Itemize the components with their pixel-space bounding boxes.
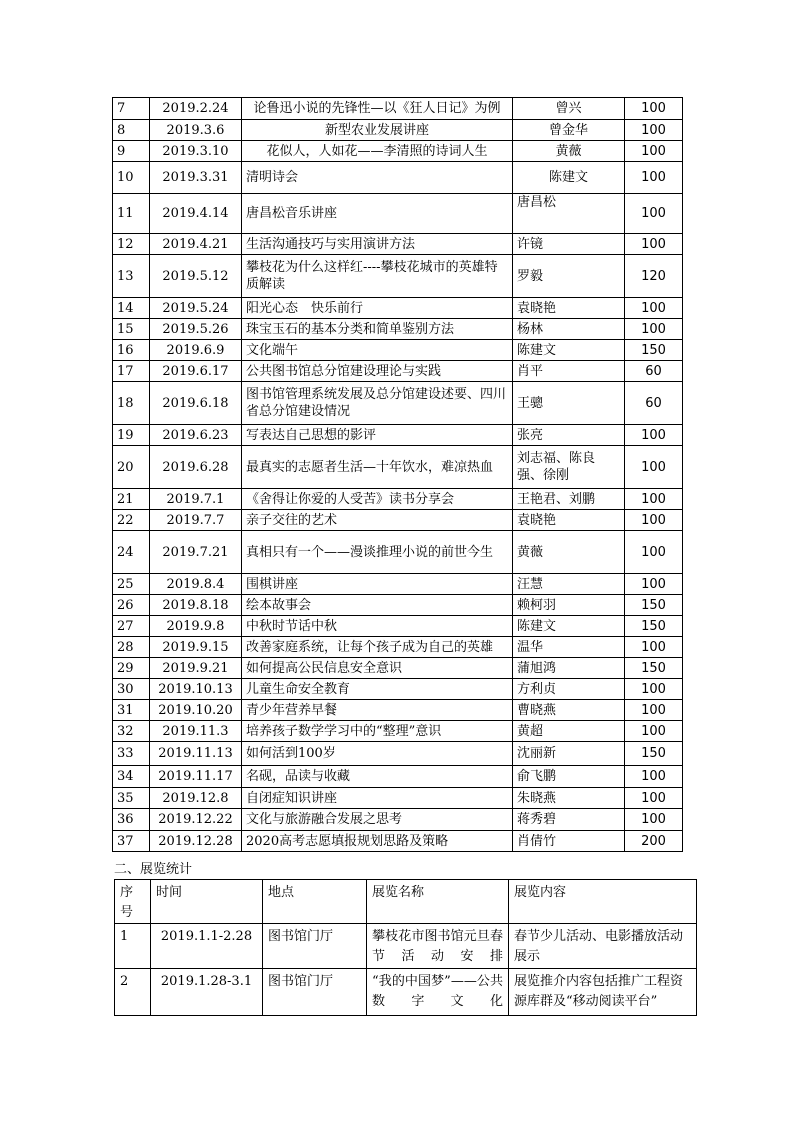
table-row (113, 234, 683, 255)
lecture-speaker: 朱晓燕 (513, 788, 625, 809)
lecture-title: 儿童生命安全教育 (242, 679, 513, 700)
table-row (113, 510, 683, 531)
attendance-count: 100 (625, 574, 683, 595)
lecture-title: 青少年营养早餐 (242, 700, 513, 721)
lecture-title: 论鲁迅小说的先锋性—以《狂人日记》为例 (242, 98, 513, 120)
header-place: 地点 (263, 880, 367, 924)
lecture-speaker: 陈建文 (513, 162, 625, 194)
table-row (113, 809, 683, 831)
lecture-speaker: 温华 (513, 637, 625, 658)
lecture-date: 2019.12.8 (150, 788, 242, 809)
table-row (113, 721, 683, 742)
table-row (113, 831, 683, 852)
row-number: 21 (113, 489, 150, 510)
row-number: 2 (115, 969, 151, 1016)
row-number: 24 (113, 531, 150, 574)
lecture-title: 自闭症知识讲座 (242, 788, 513, 809)
row-number: 12 (113, 234, 150, 255)
table-row (113, 255, 683, 298)
lecture-title: 清明诗会 (242, 162, 513, 194)
attendance-count: 100 (625, 425, 683, 446)
lecture-date: 2019.6.23 (150, 425, 242, 446)
table-row (113, 340, 683, 361)
lecture-speaker: 张亮 (513, 425, 625, 446)
exhibition-content: 展览推介内容包括推广工程资源库群及“移动阅读平台” (509, 969, 697, 1016)
lecture-title: 如何活到100岁 (242, 742, 513, 766)
lecture-table (112, 97, 683, 852)
exhibition-time: 2019.1.28-3.1 (151, 969, 263, 1016)
lecture-date: 2019.4.21 (150, 234, 242, 255)
lecture-speaker: 黄薇 (513, 141, 625, 162)
lecture-speaker: 袁晓艳 (513, 510, 625, 531)
row-number: 27 (113, 616, 150, 637)
attendance-count: 60 (625, 361, 683, 382)
attendance-count: 150 (625, 658, 683, 679)
attendance-count: 100 (625, 510, 683, 531)
lecture-date: 2019.7.1 (150, 489, 242, 510)
lecture-date: 2019.2.24 (150, 98, 242, 120)
table-row (113, 595, 683, 616)
attendance-count: 200 (625, 831, 683, 852)
lecture-date: 2019.6.28 (150, 446, 242, 489)
table-row (113, 766, 683, 788)
row-number: 8 (113, 120, 150, 141)
table-row (113, 98, 683, 120)
lecture-title: 亲子交往的艺术 (242, 510, 513, 531)
lecture-speaker: 袁晓艳 (513, 298, 625, 319)
attendance-count: 100 (625, 141, 683, 162)
row-number: 18 (113, 382, 150, 425)
attendance-count: 100 (625, 637, 683, 658)
lecture-title: 唐昌松音乐讲座 (242, 194, 513, 234)
attendance-count: 150 (625, 595, 683, 616)
table-row (113, 319, 683, 340)
lecture-speaker: 肖平 (513, 361, 625, 382)
lecture-speaker: 肖倩竹 (513, 831, 625, 852)
lecture-date: 2019.10.20 (150, 700, 242, 721)
lecture-speaker: 唐昌松 (513, 194, 625, 234)
row-number: 35 (113, 788, 150, 809)
lecture-date: 2019.12.22 (150, 809, 242, 831)
lecture-date: 2019.10.13 (150, 679, 242, 700)
row-number: 26 (113, 595, 150, 616)
exhibition-name: 攀枝花市图书馆元旦春节活动安排 (367, 924, 509, 969)
lecture-date: 2019.5.12 (150, 255, 242, 298)
lecture-date: 2019.9.21 (150, 658, 242, 679)
lecture-title: 文化与旅游融合发展之思考 (242, 809, 513, 831)
lecture-speaker: 陈建文 (513, 340, 625, 361)
table-row (113, 162, 683, 194)
lecture-speaker: 蒲旭鸿 (513, 658, 625, 679)
attendance-count: 150 (625, 742, 683, 766)
lecture-speaker: 俞飞鹏 (513, 766, 625, 788)
lecture-date: 2019.5.26 (150, 319, 242, 340)
row-number: 31 (113, 700, 150, 721)
attendance-count: 100 (625, 489, 683, 510)
lecture-title: 培养孩子数学学习中的“整理”意识 (242, 721, 513, 742)
row-number: 28 (113, 637, 150, 658)
attendance-count: 100 (625, 120, 683, 141)
lecture-title: 最真实的志愿者生活—十年饮水，难凉热血 (242, 446, 513, 489)
table-row (115, 969, 697, 1016)
attendance-count: 60 (625, 382, 683, 425)
table-row (113, 194, 683, 234)
row-number: 25 (113, 574, 150, 595)
lecture-speaker: 陈建文 (513, 616, 625, 637)
table-row (113, 637, 683, 658)
row-number: 13 (113, 255, 150, 298)
lecture-speaker: 方利贞 (513, 679, 625, 700)
row-number: 36 (113, 809, 150, 831)
lecture-title: 绘本故事会 (242, 595, 513, 616)
lecture-speaker: 蒋秀碧 (513, 809, 625, 831)
attendance-count: 100 (625, 809, 683, 831)
attendance-count: 100 (625, 766, 683, 788)
lecture-date: 2019.9.15 (150, 637, 242, 658)
lecture-speaker: 王艳君、刘鹏 (513, 489, 625, 510)
lecture-date: 2019.7.7 (150, 510, 242, 531)
lecture-title: 新型农业发展讲座 (242, 120, 513, 141)
row-number: 16 (113, 340, 150, 361)
row-number: 32 (113, 721, 150, 742)
table-row (113, 361, 683, 382)
table-row (113, 489, 683, 510)
table-row (113, 616, 683, 637)
lecture-title: 《舍得让你爱的人受苦》读书分享会 (242, 489, 513, 510)
lecture-title: 阳光心态 快乐前行 (242, 298, 513, 319)
lecture-date: 2019.3.6 (150, 120, 242, 141)
section-heading-exhibitions: 二、展览统计 (114, 862, 193, 877)
row-number: 15 (113, 319, 150, 340)
lecture-title: 花似人，人如花——李清照的诗词人生 (242, 141, 513, 162)
lecture-date: 2019.9.8 (150, 616, 242, 637)
lecture-speaker: 黄超 (513, 721, 625, 742)
lecture-title: 文化端午 (242, 340, 513, 361)
exhibition-table (114, 879, 697, 1016)
lecture-speaker: 汪慧 (513, 574, 625, 595)
attendance-count: 100 (625, 721, 683, 742)
row-number: 10 (113, 162, 150, 194)
attendance-count: 100 (625, 194, 683, 234)
row-number: 34 (113, 766, 150, 788)
attendance-count: 100 (625, 319, 683, 340)
lecture-title: 写表达自己思想的影评 (242, 425, 513, 446)
lecture-date: 2019.11.17 (150, 766, 242, 788)
attendance-count: 100 (625, 531, 683, 574)
lecture-speaker: 王骢 (513, 382, 625, 425)
lecture-title: 改善家庭系统，让每个孩子成为自己的英雄 (242, 637, 513, 658)
attendance-count: 100 (625, 162, 683, 194)
lecture-speaker: 曹晓燕 (513, 700, 625, 721)
lecture-date: 2019.11.13 (150, 742, 242, 766)
lecture-title: 名砚，品读与收藏 (242, 766, 513, 788)
attendance-count: 100 (625, 98, 683, 120)
table-row (113, 120, 683, 141)
table-row (113, 679, 683, 700)
lecture-title: 公共图书馆总分馆建设理论与实践 (242, 361, 513, 382)
row-number: 1 (115, 924, 151, 969)
table-row (113, 742, 683, 766)
row-number: 33 (113, 742, 150, 766)
lecture-speaker: 杨林 (513, 319, 625, 340)
table-row (113, 141, 683, 162)
row-number: 17 (113, 361, 150, 382)
table-header-row (115, 880, 697, 924)
table-row (113, 446, 683, 489)
table-row (113, 298, 683, 319)
header-number: 序号 (115, 880, 151, 924)
lecture-date: 2019.12.28 (150, 831, 242, 852)
row-number: 20 (113, 446, 150, 489)
lecture-speaker: 许镜 (513, 234, 625, 255)
table-row (113, 531, 683, 574)
header-time: 时间 (151, 880, 263, 924)
lecture-date: 2019.6.17 (150, 361, 242, 382)
attendance-count: 100 (625, 700, 683, 721)
row-number: 14 (113, 298, 150, 319)
row-number: 29 (113, 658, 150, 679)
lecture-speaker: 刘志福、陈良强、徐刚 (513, 446, 625, 489)
lecture-date: 2019.11.3 (150, 721, 242, 742)
table-row (115, 924, 697, 969)
row-number: 11 (113, 194, 150, 234)
lecture-date: 2019.3.10 (150, 141, 242, 162)
row-number: 22 (113, 510, 150, 531)
exhibition-time: 2019.1.1-2.28 (151, 924, 263, 969)
table-row (113, 425, 683, 446)
exhibition-name: “我的中国梦”——公共数字文化 (367, 969, 509, 1016)
lecture-date: 2019.4.14 (150, 194, 242, 234)
table-row (113, 382, 683, 425)
attendance-count: 100 (625, 788, 683, 809)
table-row (113, 658, 683, 679)
row-number: 30 (113, 679, 150, 700)
lecture-title: 生活沟通技巧与实用演讲方法 (242, 234, 513, 255)
lecture-speaker: 曾金华 (513, 120, 625, 141)
attendance-count: 100 (625, 298, 683, 319)
header-content: 展览内容 (509, 880, 697, 924)
table-row (113, 700, 683, 721)
lecture-speaker: 沈丽新 (513, 742, 625, 766)
lecture-title: 珠宝玉石的基本分类和简单鉴别方法 (242, 319, 513, 340)
lecture-title: 围棋讲座 (242, 574, 513, 595)
lecture-title: 图书馆管理系统发展及总分馆建设述要、四川省总分馆建设情况 (242, 382, 513, 425)
lecture-title: 如何提高公民信息安全意识 (242, 658, 513, 679)
lecture-speaker: 曾兴 (513, 98, 625, 120)
attendance-count: 120 (625, 255, 683, 298)
table-row (113, 788, 683, 809)
lecture-title: 真相只有一个——漫谈推理小说的前世今生 (242, 531, 513, 574)
attendance-count: 100 (625, 446, 683, 489)
exhibition-content: 春节少儿活动、电影播放活动展示 (509, 924, 697, 969)
lecture-date: 2019.7.21 (150, 531, 242, 574)
row-number: 19 (113, 425, 150, 446)
lecture-title: 2020高考志愿填报规划思路及策略 (242, 831, 513, 852)
lecture-date: 2019.6.9 (150, 340, 242, 361)
lecture-speaker: 罗毅 (513, 255, 625, 298)
lecture-date: 2019.5.24 (150, 298, 242, 319)
row-number: 9 (113, 141, 150, 162)
header-name: 展览名称 (367, 880, 509, 924)
lecture-title: 攀枝花为什么这样红----攀枝花城市的英雄特质解读 (242, 255, 513, 298)
exhibition-place: 图书馆门厅 (263, 924, 367, 969)
attendance-count: 150 (625, 616, 683, 637)
lecture-date: 2019.6.18 (150, 382, 242, 425)
attendance-count: 100 (625, 679, 683, 700)
row-number: 37 (113, 831, 150, 852)
lecture-speaker: 赖柯羽 (513, 595, 625, 616)
row-number: 7 (113, 98, 150, 120)
lecture-title: 中秋时节话中秋 (242, 616, 513, 637)
lecture-date: 2019.3.31 (150, 162, 242, 194)
table-row (113, 574, 683, 595)
lecture-speaker: 黄薇 (513, 531, 625, 574)
lecture-date: 2019.8.4 (150, 574, 242, 595)
exhibition-place: 图书馆门厅 (263, 969, 367, 1016)
attendance-count: 100 (625, 234, 683, 255)
lecture-date: 2019.8.18 (150, 595, 242, 616)
attendance-count: 150 (625, 340, 683, 361)
